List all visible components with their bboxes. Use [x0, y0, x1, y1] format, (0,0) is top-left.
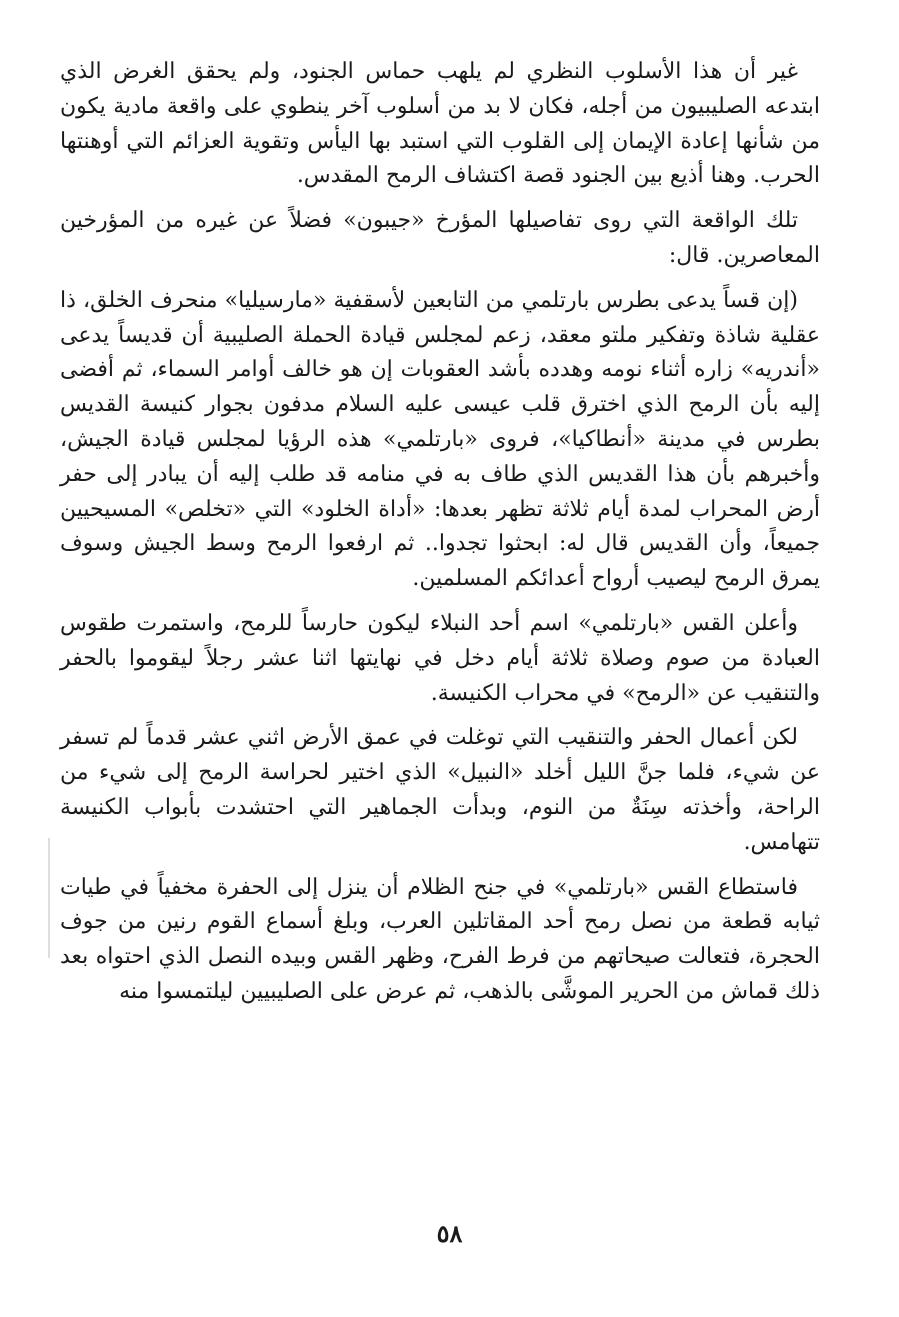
- page-body: [60, 55, 820, 1010]
- page-number: ٥٨: [436, 1219, 463, 1248]
- paragraph-quote: (إن قساً يدعى بطرس بارتلمي من التابعين لأسقفية «مارسيليا» منحرف الخلق، ذا عقلية شاذة وتفكير ملتو معقد، زعم لمجلس قيادة الحملة الصليبية أن قديساً يدعى «أندريه» زاره أثناء نومه وهدده بأشد العقوبات إن هو خالف أوامر السماء، ثم أفضى إليه بأن الرمح الذي اخترق قلب عيسى عليه السلام مدفون بجوار كنيسة القديس بطرس في مدينة «أنطاكيا»، فروى «بارتلمي» هذه الرؤيا لمجلس قيادة الجيش، وأخبرهم بأن هذا القديس الذي طاف به في منامه قد طلب إليه أن يبادر إلى حفر أرض المحراب لمدة أيام ثلاثة تظهر بعدها: «أداة الخلود» التي «تخلص» المسيحيين جميعاً، وأن القديس قال له: ابحثوا تجدوا.. ثم ارفعوا الرمح وسط الجيش وسوف يمرق الرمح ليصيب أرواح أعدائكم المسلمين.: [60, 287, 820, 592]
- paragraph: غير أن هذا الأسلوب النظري لم يلهب حماس الجنود، ولم يحقق الغرض الذي ابتدعه الصليبيون من أجله، فكان لا بد من أسلوب آخر ينطوي على واقعة مادية يكون من شأنها إعادة الإيمان إلى القلوب التي استبد بها اليأس وتقوية العزائم التي أوهنتها الحرب. وهنا أذيع بين الجنود قصة اكتشاف الرمح المقدس.: [60, 59, 820, 189]
- paragraph: وأعلن القس «بارتلمي» اسم أحد النبلاء ليكون حارساً للرمح، واستمرت طقوس العبادة من صوم وصلاة ثلاثة أيام دخل في نهايتها اثنا عشر رجلاً ليقوموا بالحفر والتنقيب عن «الرمح» في محراب الكنيسة.: [60, 610, 820, 706]
- paragraph: لكن أعمال الحفر والتنقيب التي توغلت في عمق الأرض اثني عشر قدماً لم تسفر عن شيء، فلما جنَّ الليل أخلد «النبيل» الذي اختير لحراسة الرمح إلى شيء من الراحة، وأخذته سِنَةٌ من النوم، وبدأت الجماهير التي احتشدت بأبواب الكنيسة تتهامس.: [60, 725, 820, 855]
- paragraph: فاستطاع القس «بارتلمي» في جنح الظلام أن ينزل إلى الحفرة مخفياً في طيات ثيابه قطعة من نصل رمح أحد المقاتلين العرب، وبلغ أسماع القوم رنين من جوف الحجرة، فتعالت صيحاتهم من فرط الفرح، وظهر القس وبيده النصل الذي احتواه بعد ذلك قماش من الحرير الموشَّى بالذهب، ثم عرض على الصليبيين ليلتمسوا منه: [60, 874, 820, 1004]
- paragraph: تلك الواقعة التي روى تفاصيلها المؤرخ «جيبون» فضلاً عن غيره من المؤرخين المعاصرين. قال:: [60, 208, 820, 268]
- scan-margin-line: [48, 838, 50, 958]
